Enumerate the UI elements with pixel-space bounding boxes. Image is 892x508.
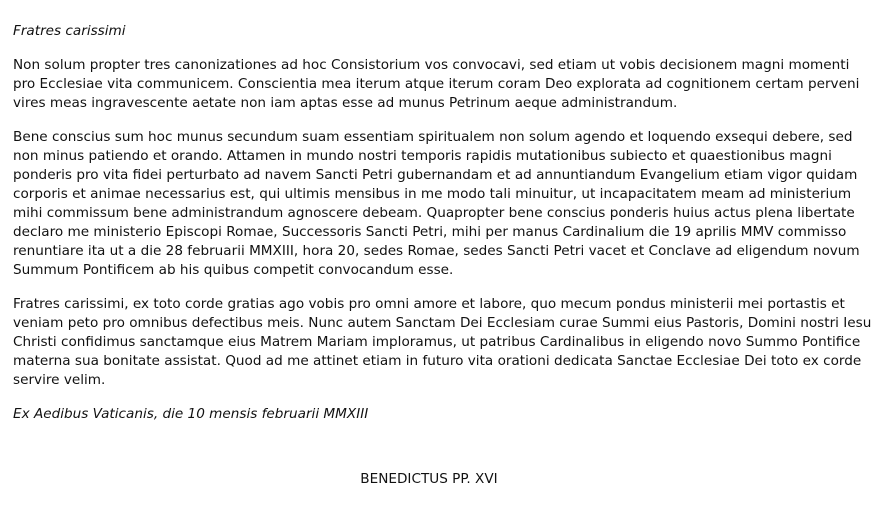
salutation: Fratres carissimi [13,23,126,39]
dateline: Ex Aedibus Vaticanis, die 10 mensis februarii MMXIII [13,406,369,422]
signature: BENEDICTUS PP. XVI [360,471,498,487]
paragraph-renunciation: Bene conscius sum hoc munus secundum suam essentiam spiritualem non solum agendo et loquendo exsequi debere, sed non minus patiendo et orando. Attamen in mundo nostri temporis rapidis mutationibus subiecto et quaestionibus magni ponderis pro vita fidei perturbato ad navem Sancti Petri gubernandam et ad annuntiandum Evangelium etiam vigor quidam corporis et animae necessarius est, qui ultimis mensibus in me modo tali minuitur, ut incapacitatem meam ad ministerium mihi commissum bene administrandum agnoscere debeam. Quapropter bene conscius ponderis huius actus plena libertate declaro me ministerio Episcopi Romae, Successoris Sancti Petri, mihi per manus Cardinalium die 19 aprilis MMV commisso renuntiare ita ut a die 28 februarii MMXIII, hora 20, sedes Romae, sedes Sancti Petri vacet et Conclave ad eligendum novum Summum Pontificem ab his quibus competit convocandum esse. [13,129,860,278]
paragraph-thanks: Fratres carissimi, ex toto corde gratias ago vobis pro omni amore et labore, quo mecum pondus ministerii mei portastis et veniam peto pro omnibus defectibus meis. Nunc autem Sanctam Dei Ecclesiam curae Summi eius Pastoris, Domini nostri Iesu Christi confidimus sanctamque eius Matrem Mariam imploramus, ut patribus Cardinalibus in eligendo novo Summo Pontifice materna sua bonitate assistat. Quod ad me attinet etiam in futuro vita orationi dedicata Sanctae Ecclesiae Dei toto ex corde servire velim. [13,296,872,388]
letter-body [13,22,875,424]
paragraph-announcement: Non solum propter tres canonizationes ad hoc Consistorium vos convocavi, sed etiam ut vobis decisionem magni momenti pro Ecclesiae vita communicem. Conscientia mea iterum atque iterum coram Deo explorata ad cognitionem certam perveni vires meas ingravescente aetate non iam aptas esse ad munus Petrinum aeque administrandum. [13,57,860,111]
